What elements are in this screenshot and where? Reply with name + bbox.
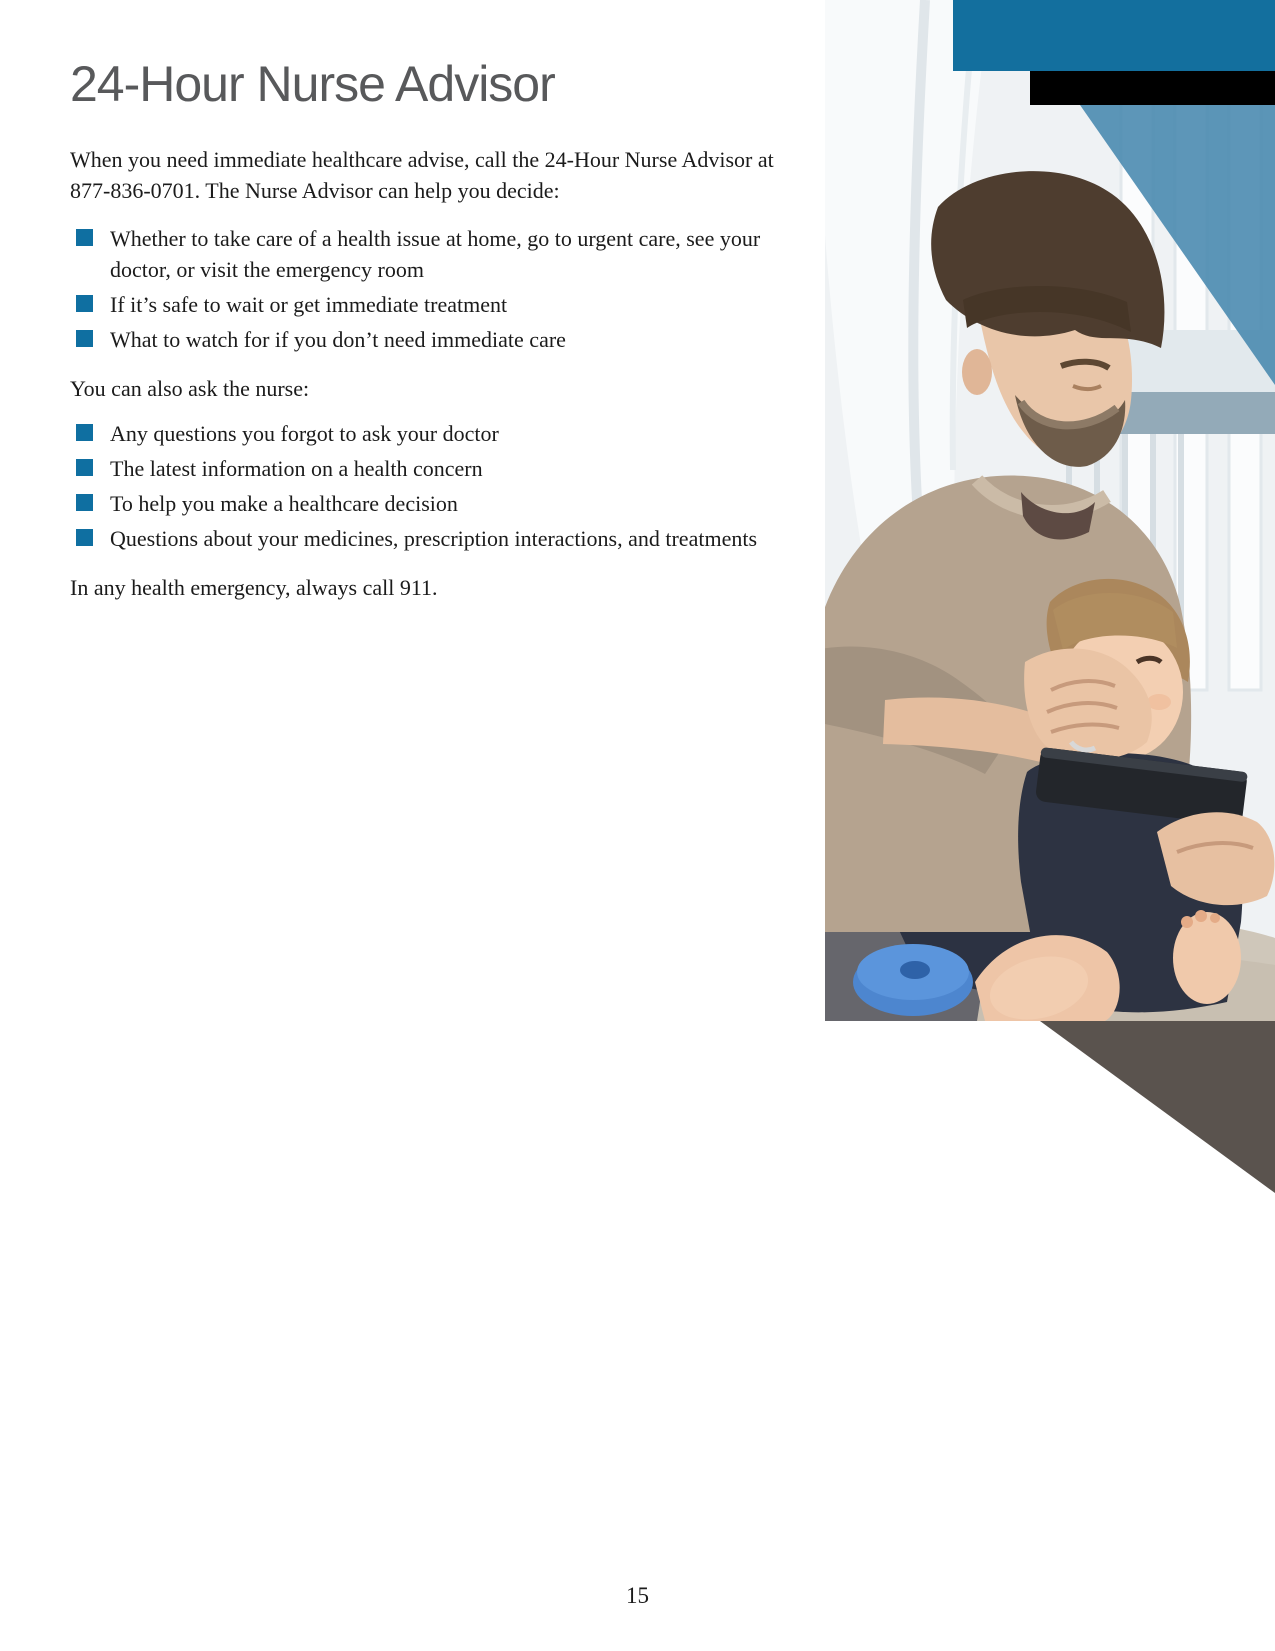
photo-illustration: [825, 0, 1275, 1021]
intro-paragraph: When you need immediate healthcare advise, call the 24-Hour Nurse Advisor at 877-836-0701. The Nurse Advisor can help you decide:: [70, 147, 774, 203]
accent-rectangle-blue: [953, 0, 1275, 71]
list-item-text: Any questions you forgot to ask your doctor: [110, 421, 499, 446]
list-item-text: The latest information on a health concern: [110, 456, 483, 481]
list-item: [70, 523, 782, 554]
bullet-square-icon: [76, 424, 93, 441]
list-item: [70, 488, 782, 519]
list-item-text: If it’s safe to wait or get immediate treatment: [110, 292, 508, 317]
list-item-text: Questions about your medicines, prescription interactions, and treatments: [110, 526, 758, 551]
bullet-square-icon: [76, 229, 93, 246]
list-item: [70, 289, 782, 320]
closing-paragraph: In any health emergency, always call 911.: [70, 575, 438, 600]
bullet-square-icon: [76, 330, 93, 347]
list-item-text: What to watch for if you don’t need immediate care: [110, 327, 566, 352]
text-column: [70, 58, 782, 603]
list-item: [70, 453, 782, 484]
list-item: [70, 223, 782, 285]
subheading: You can also ask the nurse:: [70, 376, 310, 401]
bullet-square-icon: [76, 459, 93, 476]
page-number: 15: [626, 1583, 649, 1608]
list-item: [70, 324, 782, 355]
photo-father-baby: [825, 0, 1275, 1021]
bullet-square-icon: [76, 494, 93, 511]
list-item-text: To help you make a healthcare decision: [110, 491, 458, 516]
ask-list: [70, 418, 782, 554]
bullet-square-icon: [76, 529, 93, 546]
accent-triangle-taupe: [1040, 1021, 1275, 1193]
bullet-square-icon: [76, 295, 93, 312]
list-item: [70, 418, 782, 449]
accent-bar-black: [1030, 71, 1275, 105]
decide-list: [70, 223, 782, 355]
page-title: 24-Hour Nurse Advisor: [70, 56, 555, 112]
list-item-text: Whether to take care of a health issue at home, go to urgent care, see your doctor, or visit the emergency room: [110, 226, 761, 282]
